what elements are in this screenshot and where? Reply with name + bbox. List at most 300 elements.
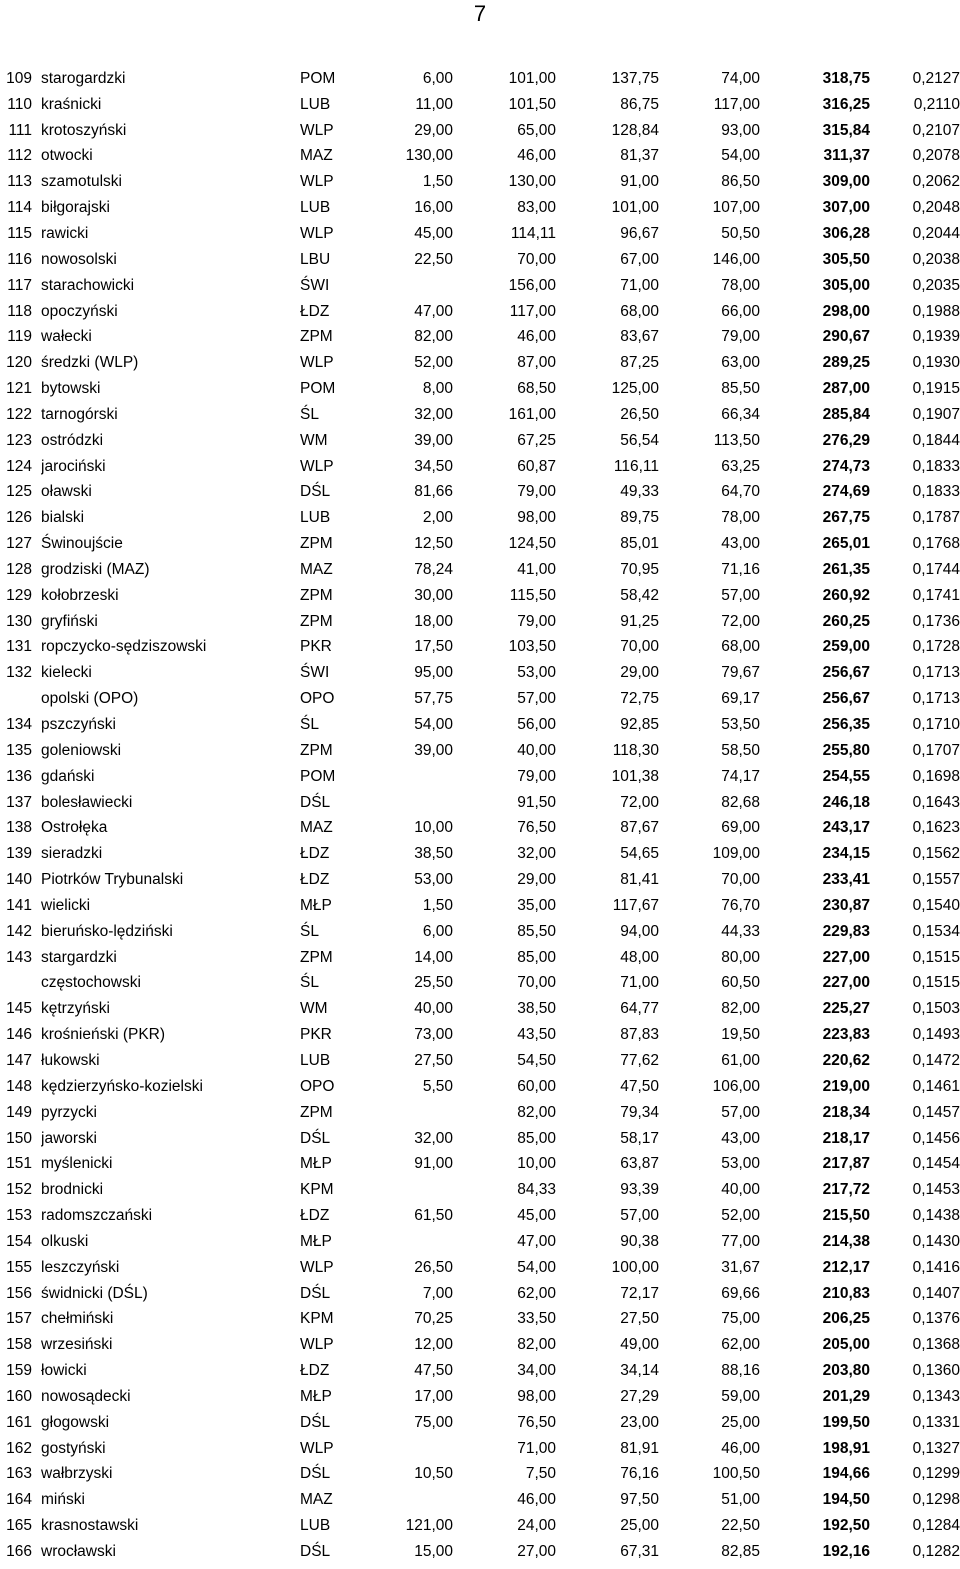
total-score-cell: 259,00 (822, 638, 870, 656)
table-row (0, 402, 960, 428)
powiat-name-cell: tarnogórski (41, 405, 118, 423)
score-3-cell: 117,67 (612, 896, 659, 914)
score-1-cell: 47,00 (414, 302, 453, 320)
region-code-cell: LUB (300, 1051, 331, 1069)
ratio-cell: 0,1454 (912, 1155, 960, 1173)
score-2-cell: 40,00 (517, 741, 556, 759)
region-code-cell: ŚL (300, 922, 319, 940)
score-3-cell: 72,75 (620, 690, 659, 708)
score-4-cell: 51,00 (721, 1491, 760, 1509)
ratio-cell: 0,1416 (912, 1258, 960, 1276)
region-code-cell: ZPM (300, 535, 333, 553)
score-4-cell: 93,00 (721, 121, 760, 139)
powiat-name-cell: bialski (41, 509, 85, 527)
score-2-cell: 47,00 (517, 1232, 556, 1250)
score-4-cell: 82,00 (721, 1000, 760, 1018)
score-3-cell: 101,00 (611, 199, 659, 217)
region-code-cell: ZPM (300, 1103, 333, 1121)
row-number-cell (0, 971, 41, 997)
score-3-cell: 23,00 (620, 1413, 659, 1431)
region-code-cell: LUB (300, 199, 331, 217)
score-2-cell: 70,00 (517, 250, 556, 268)
powiat-name-cell: gdański (41, 767, 95, 785)
score-2-cell: 27,00 (517, 1543, 556, 1561)
score-4-cell: 74,17 (721, 767, 760, 785)
score-4-cell: 82,85 (721, 1543, 760, 1561)
ratio-cell: 0,1728 (912, 638, 960, 656)
row-number-cell: 136 (6, 767, 32, 785)
score-3-cell: 49,00 (620, 1336, 659, 1354)
score-3-cell: 90,38 (620, 1232, 659, 1250)
total-score-cell: 194,50 (822, 1491, 870, 1509)
score-4-cell: 64,70 (721, 483, 760, 501)
row-number-cell: 114 (7, 199, 32, 217)
score-2-cell: 82,00 (517, 1336, 556, 1354)
score-1-cell: 26,50 (414, 1258, 453, 1276)
score-2-cell: 68,50 (517, 380, 556, 398)
score-3-cell: 57,00 (620, 1207, 659, 1225)
row-number-cell: 163 (6, 1465, 32, 1483)
score-3-cell: 97,50 (620, 1491, 659, 1509)
score-2-cell: 156,00 (508, 276, 556, 294)
table-row (0, 1177, 960, 1203)
table-row (0, 583, 960, 609)
powiat-name-cell: chełmiński (41, 1310, 114, 1328)
total-score-cell: 198,91 (822, 1439, 870, 1457)
table-row (0, 350, 960, 376)
score-2-cell: 33,50 (517, 1310, 556, 1328)
region-code-cell: DŚL (300, 1129, 331, 1147)
score-4-cell: 75,00 (721, 1310, 760, 1328)
region-code-cell: MŁP (300, 1387, 332, 1405)
row-number-cell: 166 (6, 1543, 32, 1561)
region-code-cell: MAZ (300, 819, 333, 837)
region-code-cell: KPM (300, 1181, 334, 1199)
table-row (0, 1022, 960, 1048)
row-number-cell: 160 (6, 1387, 32, 1405)
total-score-cell: 227,00 (822, 948, 870, 966)
score-3-cell: 125,00 (611, 380, 659, 398)
region-code-cell: WM (300, 1000, 328, 1018)
row-number-cell: 151 (6, 1155, 32, 1173)
score-2-cell: 67,25 (517, 431, 556, 449)
region-code-cell: WM (300, 431, 328, 449)
row-number-cell: 130 (6, 612, 32, 630)
ratio-cell: 0,1930 (912, 354, 960, 372)
score-1-cell: 73,00 (414, 1026, 453, 1044)
ratio-cell: 0,1939 (912, 328, 960, 346)
score-1-cell: 12,00 (414, 1336, 453, 1354)
ratio-cell: 0,2110 (913, 95, 960, 113)
score-1-cell: 25,50 (414, 974, 453, 992)
total-score-cell: 260,92 (822, 586, 870, 604)
row-number-cell: 126 (6, 509, 32, 527)
table-row (0, 557, 960, 583)
score-1-cell (353, 1100, 453, 1126)
total-score-cell: 255,80 (822, 741, 870, 759)
ratio-cell: 0,1327 (912, 1439, 960, 1457)
table-row (0, 893, 960, 919)
score-3-cell: 92,85 (620, 716, 659, 734)
score-2-cell: 87,00 (517, 354, 556, 372)
score-2-cell: 65,00 (517, 121, 556, 139)
score-2-cell: 41,00 (517, 560, 556, 578)
score-3-cell: 72,00 (620, 793, 659, 811)
score-3-cell: 81,41 (620, 871, 659, 889)
score-4-cell: 71,16 (721, 560, 760, 578)
score-4-cell: 69,17 (721, 690, 760, 708)
score-4-cell: 106,00 (712, 1077, 760, 1095)
total-score-cell: 227,00 (822, 974, 870, 992)
region-code-cell: DŚL (300, 793, 331, 811)
page-number: 7 (473, 1, 487, 26)
ratio-cell: 0,1472 (912, 1051, 960, 1069)
score-3-cell: 58,42 (620, 586, 659, 604)
score-4-cell: 53,50 (721, 716, 760, 734)
score-4-cell: 57,00 (721, 1103, 760, 1121)
table-row (0, 144, 960, 170)
score-4-cell: 77,00 (721, 1232, 760, 1250)
row-number-cell: 122 (6, 405, 32, 423)
row-number-cell: 157 (6, 1310, 32, 1328)
table-row (0, 92, 960, 118)
total-score-cell: 274,73 (822, 457, 870, 475)
total-score-cell: 201,29 (822, 1387, 870, 1405)
powiat-name-cell: szamotulski (41, 173, 122, 191)
region-code-cell: DŚL (300, 1284, 331, 1302)
total-score-cell: 298,00 (822, 302, 870, 320)
row-number-cell: 165 (6, 1517, 32, 1535)
score-4-cell: 63,00 (721, 354, 760, 372)
ratio-cell: 0,2035 (912, 276, 960, 294)
score-1-cell: 29,00 (414, 121, 453, 139)
table-row (0, 1048, 960, 1074)
table-row (0, 1203, 960, 1229)
ratio-cell: 0,1557 (912, 871, 960, 889)
score-2-cell: 7,50 (525, 1465, 556, 1483)
score-4-cell: 50,50 (721, 224, 760, 242)
region-code-cell: ŚL (300, 405, 319, 423)
ratio-cell: 0,1710 (912, 716, 960, 734)
score-4-cell: 31,67 (721, 1258, 760, 1276)
ratio-cell: 0,1456 (912, 1129, 960, 1147)
powiat-name-cell: łowicki (41, 1362, 87, 1380)
row-number-cell: 132 (6, 664, 32, 682)
row-number-cell: 140 (6, 871, 32, 889)
region-code-cell: WLP (300, 224, 334, 242)
score-1-cell (353, 790, 453, 816)
table-row (0, 376, 960, 402)
region-code-cell: ŁDZ (300, 1362, 330, 1380)
score-2-cell: 79,00 (517, 483, 556, 501)
score-2-cell: 85,00 (517, 948, 556, 966)
score-4-cell: 80,00 (721, 948, 760, 966)
score-1-cell (353, 273, 453, 299)
total-score-cell: 243,17 (822, 819, 870, 837)
ratio-cell: 0,2127 (912, 69, 960, 87)
table-row (0, 1332, 960, 1358)
ratio-cell: 0,1643 (912, 793, 960, 811)
row-number-cell: 149 (6, 1103, 32, 1121)
score-1-cell: 17,50 (414, 638, 453, 656)
table-row (0, 996, 960, 1022)
row-number-cell: 127 (6, 535, 32, 553)
score-2-cell: 10,00 (517, 1155, 556, 1173)
score-3-cell: 87,67 (620, 819, 659, 837)
score-1-cell: 18,00 (414, 612, 453, 630)
row-number-cell: 159 (6, 1362, 32, 1380)
powiat-name-cell: leszczyński (41, 1258, 120, 1276)
score-2-cell: 57,00 (517, 690, 556, 708)
score-1-cell: 7,00 (422, 1284, 453, 1302)
score-4-cell: 74,00 (721, 69, 760, 87)
score-1-cell: 22,50 (414, 250, 453, 268)
table-row (0, 505, 960, 531)
score-1-cell: 70,25 (414, 1310, 453, 1328)
total-score-cell: 199,50 (822, 1413, 870, 1431)
score-3-cell: 71,00 (620, 974, 659, 992)
total-score-cell: 305,50 (822, 250, 870, 268)
ratio-cell: 0,1282 (912, 1543, 960, 1561)
score-4-cell: 19,50 (721, 1026, 760, 1044)
powiat-name-cell: krotoszyński (41, 121, 127, 139)
score-1-cell: 57,75 (414, 690, 453, 708)
score-1-cell: 32,00 (414, 1129, 453, 1147)
powiat-name-cell: olkuski (41, 1232, 89, 1250)
table-row (0, 1255, 960, 1281)
row-number-cell: 113 (7, 173, 32, 191)
score-2-cell: 84,33 (517, 1181, 556, 1199)
region-code-cell: ŚL (300, 716, 319, 734)
score-4-cell: 79,00 (721, 328, 760, 346)
score-3-cell: 58,17 (620, 1129, 659, 1147)
total-score-cell: 315,84 (822, 121, 870, 139)
ratio-cell: 0,2048 (912, 199, 960, 217)
powiat-name-cell: średzki (WLP) (41, 354, 139, 372)
score-1-cell: 11,00 (415, 95, 453, 113)
ratio-cell: 0,1515 (912, 948, 960, 966)
score-2-cell: 53,00 (517, 664, 556, 682)
score-2-cell: 76,50 (517, 819, 556, 837)
ratio-cell: 0,1368 (912, 1336, 960, 1354)
score-3-cell: 64,77 (620, 1000, 659, 1018)
score-1-cell: 130,00 (405, 147, 453, 165)
score-1-cell: 47,50 (414, 1362, 453, 1380)
score-2-cell: 34,00 (517, 1362, 556, 1380)
row-number-cell: 146 (6, 1026, 32, 1044)
ratio-cell: 0,1453 (912, 1181, 960, 1199)
score-2-cell: 76,50 (517, 1413, 556, 1431)
score-4-cell: 85,50 (721, 380, 760, 398)
powiat-name-cell: oławski (41, 483, 92, 501)
table-row (0, 867, 960, 893)
region-code-cell: MAZ (300, 147, 333, 165)
table-row (0, 1100, 960, 1126)
row-number-cell: 152 (6, 1181, 32, 1199)
score-4-cell: 72,00 (721, 612, 760, 630)
ratio-cell: 0,1493 (912, 1026, 960, 1044)
ratio-cell: 0,1736 (912, 612, 960, 630)
score-4-cell: 79,67 (721, 664, 760, 682)
score-2-cell: 56,00 (517, 716, 556, 734)
region-code-cell: MŁP (300, 1155, 332, 1173)
score-1-cell: 121,00 (405, 1517, 453, 1535)
score-3-cell: 91,25 (620, 612, 659, 630)
powiat-name-cell: biłgorajski (41, 199, 110, 217)
score-2-cell: 114,11 (510, 224, 556, 242)
score-3-cell: 63,87 (620, 1155, 659, 1173)
ratio-cell: 0,1343 (912, 1387, 960, 1405)
score-1-cell (353, 1229, 453, 1255)
score-2-cell: 98,00 (517, 509, 556, 527)
table-row (0, 686, 960, 712)
ratio-cell: 0,1515 (912, 974, 960, 992)
score-3-cell: 70,00 (620, 638, 659, 656)
powiat-name-cell: głogowski (41, 1413, 110, 1431)
row-number-cell: 128 (6, 560, 32, 578)
region-code-cell: KPM (300, 1310, 334, 1328)
powiat-name-cell: nowosolski (41, 250, 117, 268)
table-row (0, 221, 960, 247)
row-number-cell: 124 (6, 457, 32, 475)
powiat-name-cell: jarociński (41, 457, 106, 475)
score-3-cell: 72,17 (620, 1284, 659, 1302)
region-code-cell: DŚL (300, 483, 331, 501)
table-row (0, 790, 960, 816)
total-score-cell: 219,00 (822, 1077, 870, 1095)
row-number-cell: 142 (6, 922, 32, 940)
score-3-cell: 77,62 (620, 1051, 659, 1069)
score-3-cell: 49,33 (620, 483, 659, 501)
total-score-cell: 234,15 (822, 845, 870, 863)
ratio-cell: 0,1540 (912, 896, 960, 914)
row-number-cell: 112 (7, 147, 32, 165)
score-4-cell: 78,00 (721, 509, 760, 527)
total-score-cell: 233,41 (822, 871, 870, 889)
table-row (0, 324, 960, 350)
score-3-cell: 34,14 (620, 1362, 659, 1380)
powiat-name-cell: wielicki (41, 896, 91, 914)
score-3-cell: 118,30 (612, 741, 659, 759)
score-3-cell: 91,00 (620, 173, 659, 191)
ratio-cell: 0,1787 (912, 509, 960, 527)
table-row (0, 1462, 960, 1488)
powiat-name-cell: częstochowski (41, 974, 141, 992)
ratio-cell: 0,1707 (912, 741, 960, 759)
row-number-cell: 116 (7, 250, 32, 268)
table-row (0, 1074, 960, 1100)
region-code-cell: DŚL (300, 1465, 331, 1483)
row-number-cell (0, 686, 41, 712)
powiat-name-cell: myślenicki (41, 1155, 113, 1173)
total-score-cell: 306,28 (822, 224, 870, 242)
score-2-cell: 85,50 (517, 922, 556, 940)
powiat-name-cell: miński (41, 1491, 85, 1509)
region-code-cell: POM (300, 69, 336, 87)
score-2-cell: 46,00 (517, 328, 556, 346)
region-code-cell: OPO (300, 1077, 335, 1095)
table-row (0, 273, 960, 299)
score-4-cell: 146,00 (712, 250, 760, 268)
powiat-name-cell: kołobrzeski (41, 586, 119, 604)
score-1-cell: 81,66 (414, 483, 453, 501)
region-code-cell: OPO (300, 690, 335, 708)
score-3-cell: 87,25 (620, 354, 659, 372)
table-row (0, 764, 960, 790)
total-score-cell: 289,25 (822, 354, 870, 372)
region-code-cell: PKR (300, 1026, 332, 1044)
table-row (0, 1436, 960, 1462)
score-3-cell: 27,29 (620, 1387, 659, 1405)
ratio-cell: 0,1438 (912, 1207, 960, 1225)
powiat-name-cell: brodnicki (41, 1181, 104, 1199)
row-number-cell: 141 (6, 896, 32, 914)
total-score-cell: 203,80 (822, 1362, 870, 1380)
row-number-cell: 139 (6, 845, 32, 863)
total-score-cell: 194,66 (822, 1465, 870, 1483)
region-code-cell: DŚL (300, 1413, 331, 1431)
score-4-cell: 76,70 (721, 896, 760, 914)
region-code-cell: ZPM (300, 612, 333, 630)
score-3-cell: 86,75 (620, 95, 659, 113)
row-number-cell: 155 (6, 1258, 32, 1276)
total-score-cell: 256,67 (822, 690, 870, 708)
powiat-name-cell: kętrzyński (41, 1000, 110, 1018)
score-3-cell: 94,00 (620, 922, 659, 940)
region-code-cell: ŁDZ (300, 871, 330, 889)
score-4-cell: 57,00 (721, 586, 760, 604)
total-score-cell: 217,72 (822, 1181, 870, 1199)
score-1-cell: 32,00 (414, 405, 453, 423)
score-1-cell: 40,00 (414, 1000, 453, 1018)
score-3-cell: 137,75 (611, 69, 659, 87)
total-score-cell: 287,00 (822, 380, 870, 398)
score-3-cell: 26,50 (620, 405, 659, 423)
region-code-cell: WLP (300, 457, 334, 475)
score-1-cell: 30,00 (414, 586, 453, 604)
total-score-cell: 311,37 (823, 147, 870, 165)
region-code-cell: ZPM (300, 328, 333, 346)
table-row (0, 945, 960, 971)
table-row (0, 66, 960, 92)
score-1-cell: 10,00 (414, 819, 453, 837)
score-3-cell: 54,65 (620, 845, 659, 863)
powiat-name-cell: opoczyński (41, 302, 118, 320)
powiat-name-cell: otwocki (41, 147, 93, 165)
region-code-cell: MAZ (300, 560, 333, 578)
powiat-name-cell: opolski (OPO) (41, 690, 139, 708)
ratio-cell: 0,1698 (912, 767, 960, 785)
score-2-cell: 71,00 (517, 1439, 556, 1457)
row-number-cell: 121 (6, 380, 32, 398)
total-score-cell: 307,00 (822, 199, 870, 217)
total-score-cell: 276,29 (822, 431, 870, 449)
row-number-cell: 110 (7, 95, 32, 113)
region-code-cell: DŚL (300, 1543, 331, 1561)
score-4-cell: 69,00 (721, 819, 760, 837)
score-1-cell: 14,00 (414, 948, 453, 966)
score-2-cell: 91,50 (517, 793, 556, 811)
table-row (0, 660, 960, 686)
total-score-cell: 309,00 (822, 173, 870, 191)
powiat-name-cell: sieradzki (41, 845, 103, 863)
powiat-name-cell: ropczycko-sędziszowski (41, 638, 207, 656)
table-row (0, 1539, 960, 1565)
powiat-name-cell: krasnostawski (41, 1517, 139, 1535)
region-code-cell: ŁDZ (300, 845, 330, 863)
score-4-cell: 63,25 (721, 457, 760, 475)
ratio-cell: 0,1833 (912, 457, 960, 475)
